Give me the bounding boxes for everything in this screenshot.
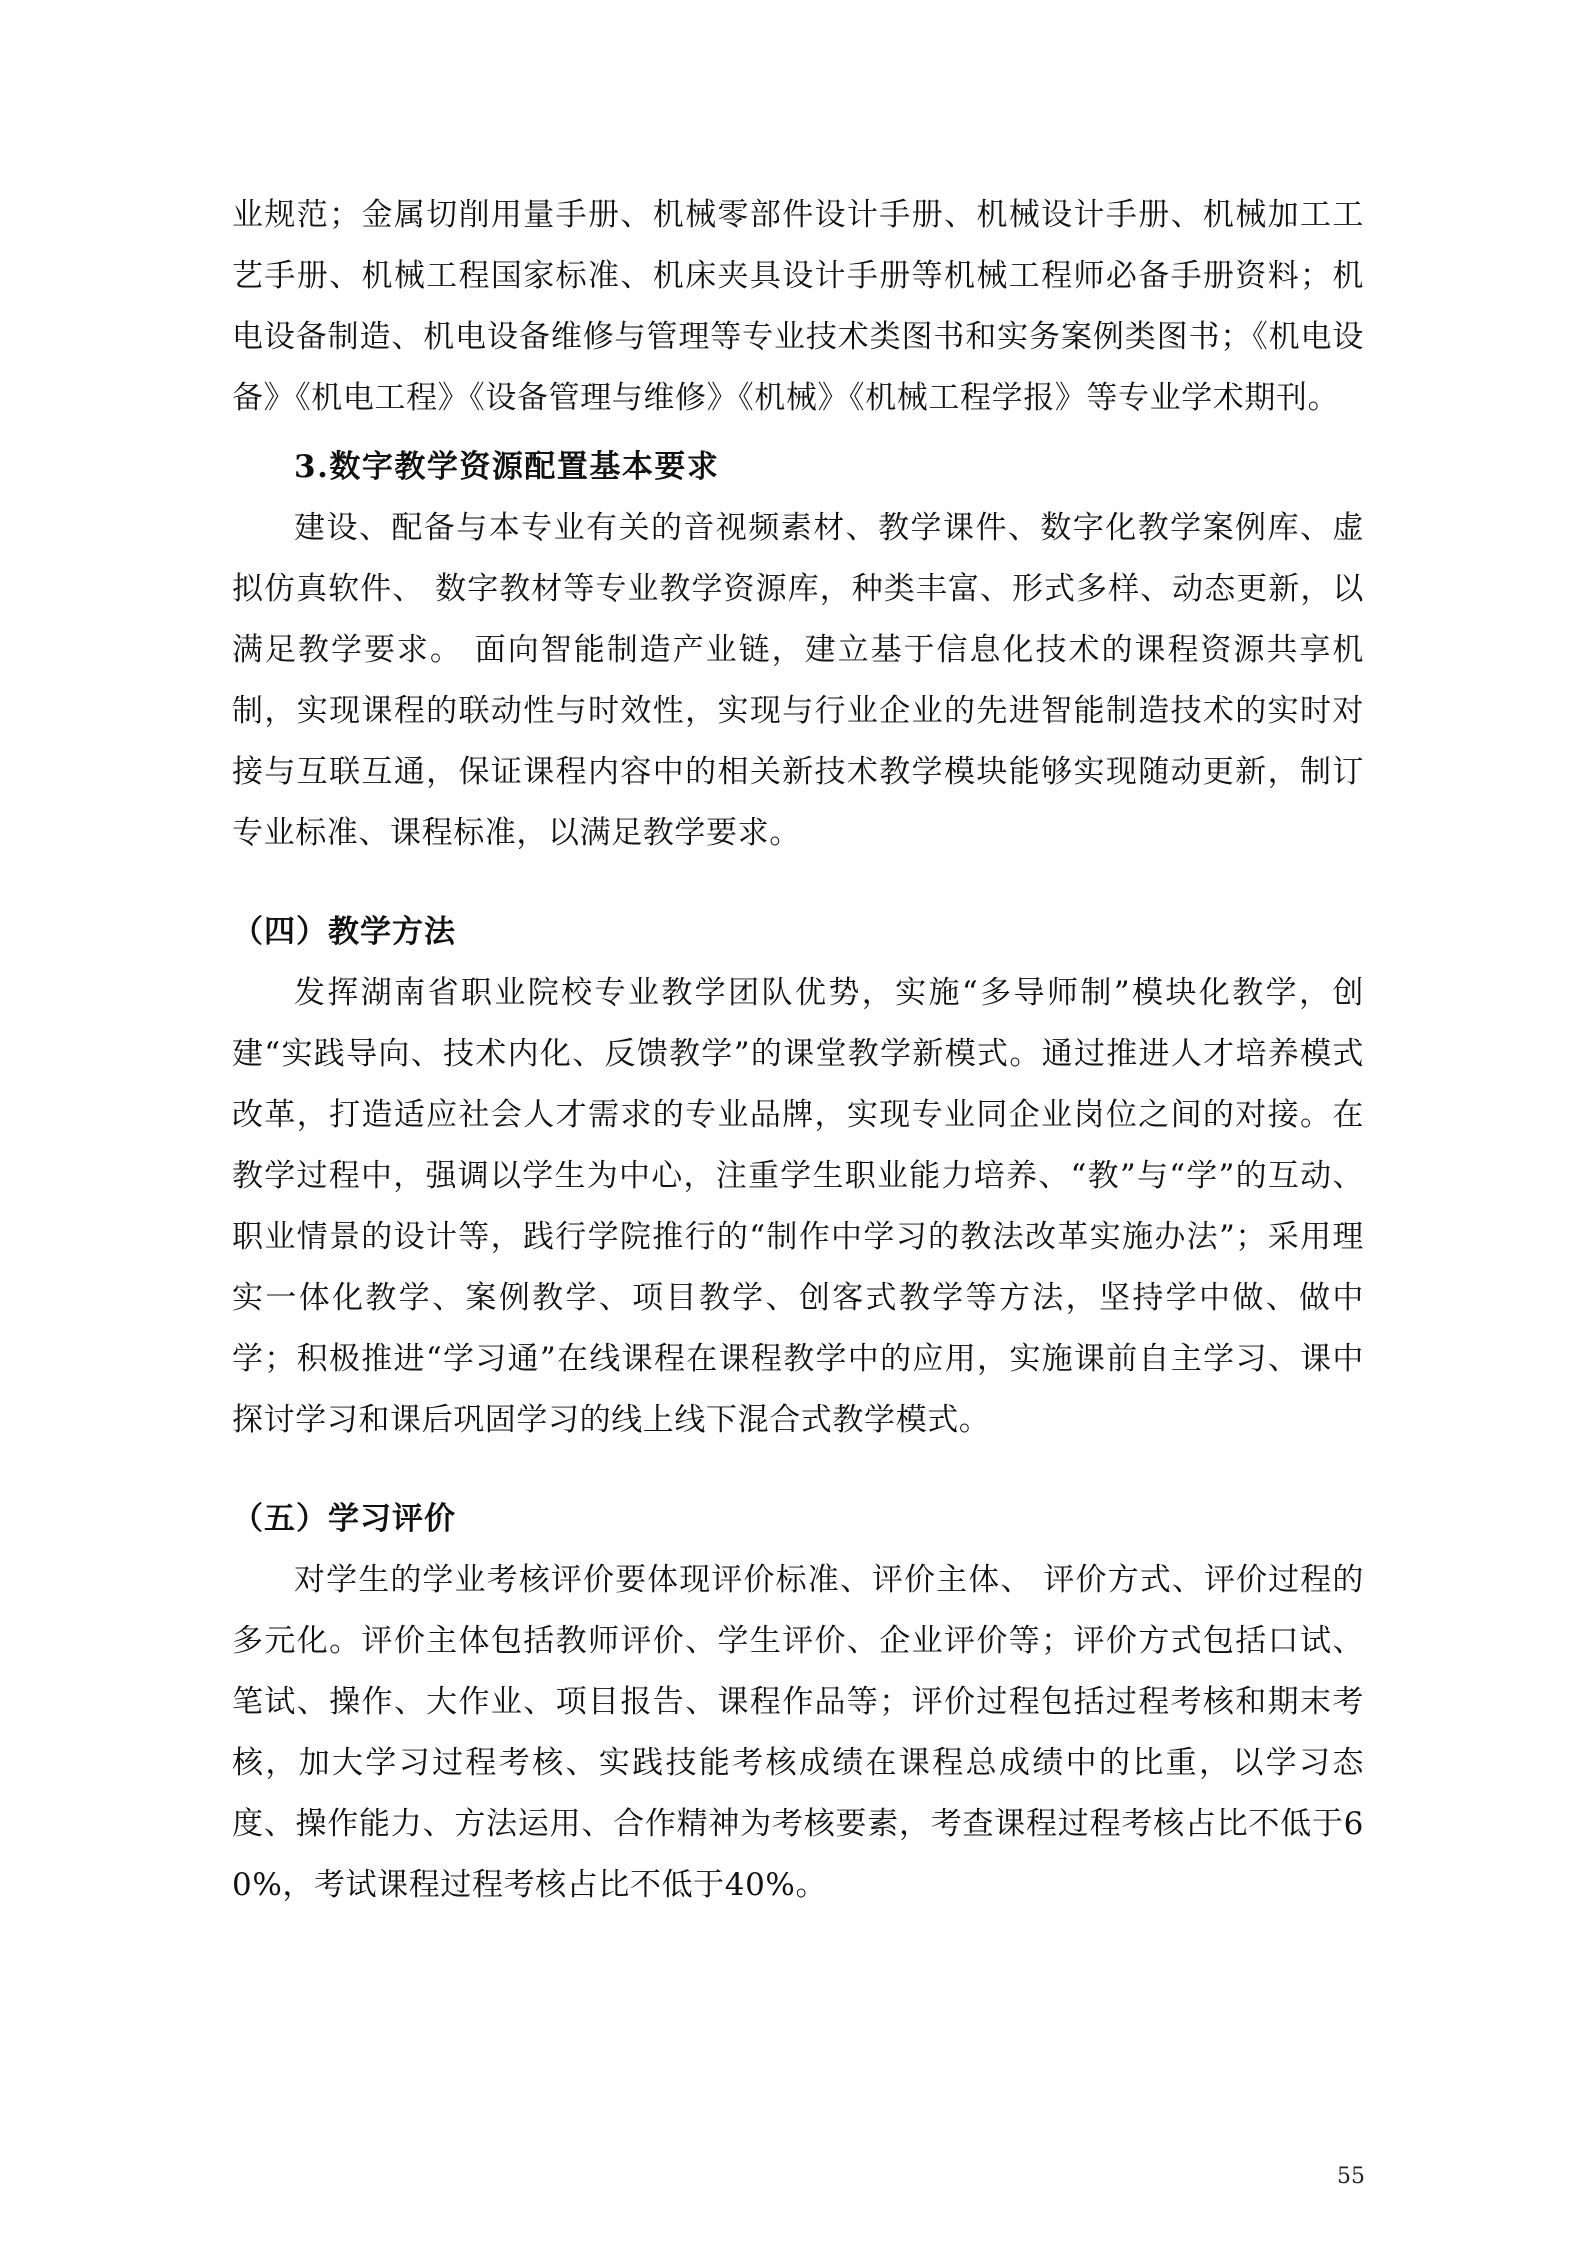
subheading-digital-resources: 3.数字教学资源配置基本要求 bbox=[294, 449, 720, 485]
paragraph-teaching-methods: 发挥湖南省职业院校专业教学团队优势，实施“多导师制”模块化教学，创建“实践导向、技术内化、反馈教学”的课堂教学新模式。通过推进人才培养模式改革，打造适应社会人才需求的专业品牌，实现专业同企业岗位之间的对接。在教学过程中，强调以学生为中心，注重学生职业能力培养、“教”与“学”的互动、职业情景的设计等，践行学院推行的“制作中学习的教法改革实施办法”；采用理实一体化教学、案例教学、项目教学、创客式教学等方法，坚持学中做、做中学；积极推进“学习通”在线课程在课程教学中的应用，实施课前自主学习、课中探讨学习和课后巩固学习的线上线下混合式教学模式。 bbox=[232, 975, 1364, 1438]
page-number: 55 bbox=[1337, 2164, 1365, 2189]
paragraph-digital-resources: 建设、配备与本专业有关的音视频素材、教学课件、数字化教学案例库、虚拟仿真软件、 数字教材等专业教学资源库，种类丰富、形式多样、动态更新，以满足教学要求。 面向智能制造产业链，建立基于信息化技术的课程资源共享机制，实现课程的联动性与时效性，实现与行业企业的先进智能制造技术的实时对接与互联互通，保证课程内容中的相关新技术教学模块能够实现随动更新，制订专业标准、课程标准，以满足教学要求。 bbox=[232, 510, 1364, 851]
paragraph-reference-materials: 业规范；金属切削用量手册、机械零部件设计手册、机械设计手册、机械加工工艺手册、机械工程国家标准、机床夹具设计手册等机械工程师必备手册资料；机电设备制造、机电设备维修与管理等专业技术类图书和实务案例类图书；《机电设备》《机电工程》《设备管理与维修》《机械》《机械工程学报》等专业学术期刊。 bbox=[232, 197, 1364, 416]
paragraph-learning-evaluation: 对学生的学业考核评价要体现评价标准、评价主体、 评价方式、评价过程的多元化。评价主体包括教师评价、学生评价、企业评价等；评价方式包括口试、笔试、操作、大作业、项目报告、课程作品等；评价过程包括过程考核和期末考核，加大学习过程考核、实践技能考核成绩在课程总成绩中的比重，以学习态度、操作能力、方法运用、合作精神为考核要素，考查课程过程考核占比不低于60%，考试课程过程考核占比不低于40%。 bbox=[232, 1562, 1364, 1903]
section-learning-evaluation-title: （五）学习评价 bbox=[232, 1501, 456, 1537]
section-teaching-methods-title: （四）教学方法 bbox=[232, 914, 456, 950]
document-body bbox=[232, 185, 1364, 1916]
